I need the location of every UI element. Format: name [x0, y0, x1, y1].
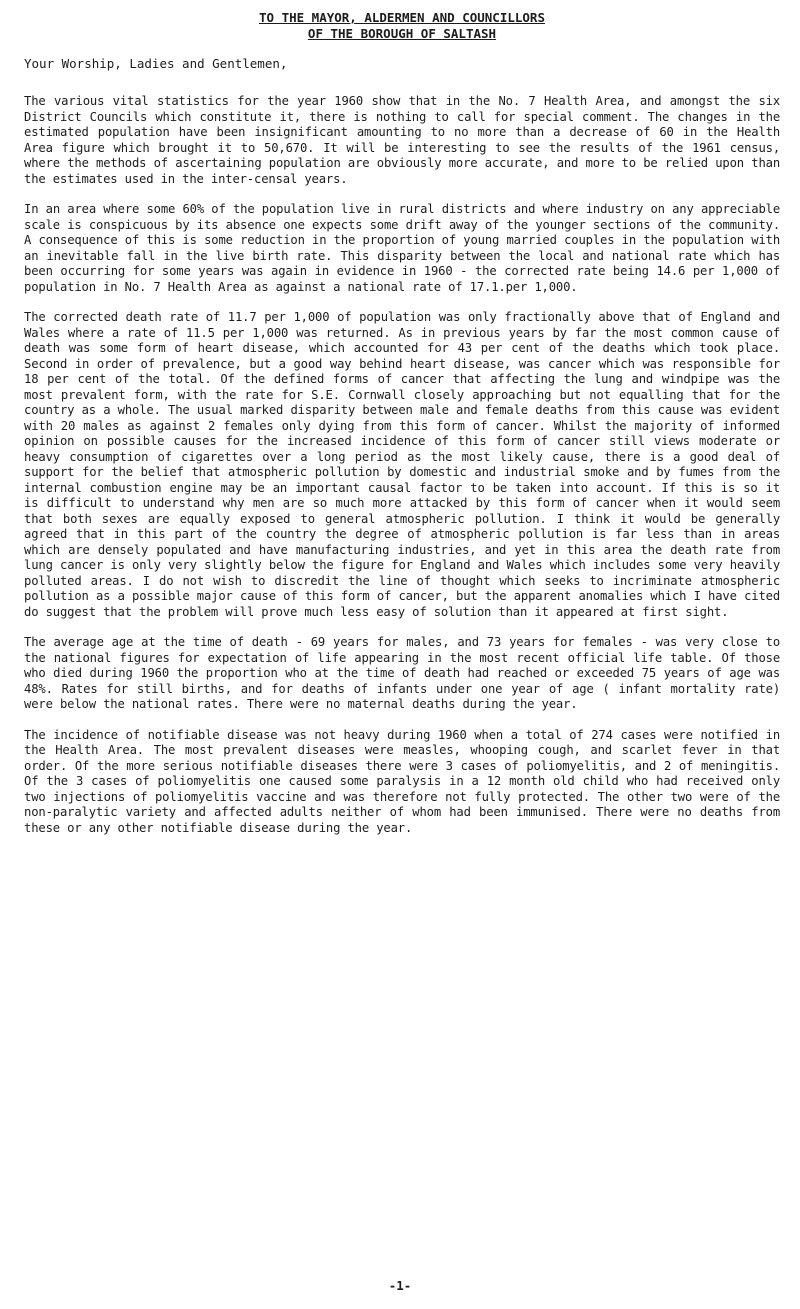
salutation: Your Worship, Ladies and Gentlemen, [24, 56, 288, 71]
heading-borough: OF THE BOROUGH OF SALTASH [307, 26, 497, 41]
page-number: -1- [388, 1278, 412, 1293]
paragraph-population: The various vital statistics for the year 1960 show that in the No. 7 Health Area, and amongst the six District Councils which constitute it, there is nothing to call for special comment. The changes in the estimated population have been insignificant amounting to no more than a decrease of 60 in the Health Area figure which brought it to 50,670. It will be interesting to see the results of the 1961 census, where the methods of ascertaining population are obviously more accurate, and more to be relied upon than the estimates used in the inter-censal years. [24, 94, 780, 186]
paragraph-death-rate: The corrected death rate of 11.7 per 1,000 of population was only fractionally above that of England and Wales where a rate of 11.5 per 1,000 was returned. As in previous years by far the most common cause of death was some form of heart disease, which accounted for 43 per cent of the deaths which took place. Second in order of prevalence, but a good way behind heart disease, was cancer which was responsible for 18 per cent of the total. Of the defined forms of cancer that affecting the lung and windpipe was the most prevalent form, with the rate for S.E. Cornwall closely approaching but not equalling that for the country as a whole. The usual marked disparity between male and female deaths from this cause was evident with 20 males as against 2 females only dying from this form of cancer. Whilst the majority of informed opinion on possible causes for the increased incidence of this form of cancer still views moderate or heavy consumption of cigarettes over a long period as the most likely cause, there is a good deal of support for the belief that atmospheric pollution by domestic and industrial smoke and by fumes from the internal combustion engine may be an important causal factor to be taken into account. If this is so it is difficult to understand why men are so much more attacked by this form of cancer when it would seem that both sexes are equally exposed to general atmospheric pollution. I think it would be generally agreed that in this part of the country the degree of atmospheric pollution is far less than in areas which are densely populated and have manufacturing industries, and yet in this area the death rate from lung cancer is only very slightly below the figure for England and Wales which includes some very heavily polluted areas. I do not wish to discredit the line of thought which seeks to incriminate atmospheric pollution as a possible major cause of this form of cancer, but the apparent anomalies which I have cited do suggest that the problem will prove much less easy of solution than it appeared at first sight. [24, 310, 780, 619]
paragraph-notifiable-disease: The incidence of notifiable disease was not heavy during 1960 when a total of 274 cases were notified in the Health Area. The most prevalent diseases were measles, whooping cough, and scarlet fever in that order. Of the more serious notifiable diseases there were 3 cases of poliomyelitis, and 2 of meningitis. Of the 3 cases of poliomyelitis one caused some paralysis in a 12 month old child who had received only two injections of poliomyelitis vaccine and was therefore not fully protected. The other two were of the non-paralytic variety and affected adults neither of whom had been immunised. There were no deaths from these or any other notifiable disease during the year. [24, 727, 780, 835]
heading-addressee: TO THE MAYOR, ALDERMEN AND COUNCILLORS [259, 10, 545, 25]
paragraph-age-at-death: The average age at the time of death - 69 years for males, and 73 years for females - was very close to the national figures for expectation of life appearing in the most recent official life table. Of those who died during 1960 the proportion who at the time of death had reached or exceeded 75 years of age was 48%. Rates for still births, and for deaths of infants under one year of age ( infant mortality rate) were below the national rates. There were no maternal deaths during the year. [24, 635, 780, 711]
report-heading [24, 0, 780, 42]
paragraph-birth-rate: In an area where some 60% of the population live in rural districts and where industry on any appreciable scale is conspicuous by its absence one expects some drift away of the younger sections of the community. A consequence of this is some reduction in the proportion of young married couples in the population with an inevitable fall in the live birth rate. This disparity between the local and national rate which has been occurring for some years was again in evidence in 1960 - the corrected rate being 14.6 per 1,000 of population in No. 7 Health Area as against a national rate of 17.1.per 1,000. [24, 202, 780, 294]
